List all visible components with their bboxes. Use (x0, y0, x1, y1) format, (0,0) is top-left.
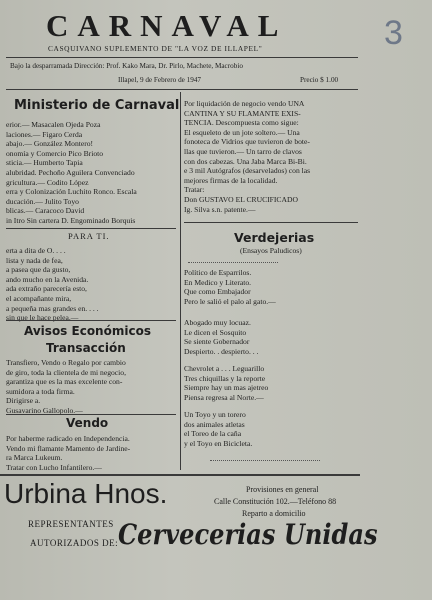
cervecerias-logo-text: Cervecerias Unidas (118, 518, 378, 551)
verse-line: Piensa regresa al Norte.— (184, 392, 264, 402)
ad-line: mejores firmas de la localidad. (184, 175, 278, 185)
verdejerias-heading: Verdejerias (234, 230, 315, 245)
ad-line: Don GUSTAVO EL CRUCIFICADO (184, 194, 298, 204)
ad-line: Por haberme radicado en Independencia. (6, 434, 130, 443)
verse-stanza-3 (184, 364, 360, 402)
poem-line: ada extraño parecería esto, (6, 284, 87, 294)
representantes-text: REPRESENTANTES (28, 519, 114, 529)
right-rule-1 (184, 222, 358, 223)
list-item: laciones.— Figaro Cerda (6, 129, 83, 139)
list-item: erior.— Masacalen Ojeda Poza (6, 120, 101, 129)
ad-line: Tratar: (184, 185, 205, 195)
footer-rule (0, 474, 360, 476)
para-ti-heading: PARA TI. (68, 231, 110, 241)
verse-line: y el Toyo en Bicicleta. (184, 438, 253, 448)
reparto-text: Reparto a domicilio (242, 509, 306, 518)
provisiones-text: Provisiones en general (246, 485, 319, 494)
dotted-rule (188, 262, 278, 263)
list-item: alubridad. Pechoño Aguilera Convenciado (6, 167, 135, 177)
ad-line: Tratar con Lucho Infantilero.— (6, 462, 102, 472)
ad-line: Ig. Silva s.n. patente.— (184, 204, 256, 214)
ad-line: Dirigirse a. (6, 396, 41, 406)
masthead-title: CARNAVAL (46, 8, 288, 43)
para-ti-poem (6, 246, 178, 323)
autorizados-text: AUTORIZADOS DE: (30, 538, 119, 548)
poem-line: sin que le hace pelea.— (6, 313, 79, 323)
vendo-heading: Vendo (66, 416, 109, 430)
avisos-heading: Avisos Económicos (24, 324, 151, 338)
verse-line: Despierto. . despierto. . . (184, 346, 259, 356)
issue-price: Precio $ 1.00 (300, 76, 339, 84)
poem-line: el acompañante mira, (6, 293, 72, 303)
verse-stanza-1 (184, 268, 360, 306)
direction-line: Bajo la desparramada Dirección: Prof. Kako Mara, Dr. Pirlo, Machete, Macrobio (10, 62, 243, 70)
list-item: erra y Colonización Luchito Ronco. Escala (6, 187, 137, 197)
verse-line: Tres chiquillas y la reporte (184, 373, 266, 383)
ad-line: con dos cabezas. Una Jaba Marca Bi-Bi. (184, 156, 307, 166)
ministerio-list (6, 120, 178, 226)
ad-line: TENCIA. Descompuesta como sigue: (184, 118, 299, 128)
list-item: ducación.— Julito Toyo (6, 196, 79, 206)
header-rule-bottom (6, 89, 358, 90)
ad-line: garantiza que es la mas excelente con- (6, 377, 123, 387)
header-rule-top (6, 57, 358, 58)
list-item: gricultura.— Codito López (6, 177, 89, 187)
ad-line: CANTINA Y SU FLAMANTE EXIS- (184, 108, 301, 118)
verse-line: el Toreo de la caña (184, 429, 242, 439)
verse-line: Pero le salió el palo al gato.— (184, 296, 276, 306)
ad-line: sumidora a toda firma. (6, 386, 75, 396)
dotted-rule (210, 460, 320, 461)
list-item: abajo.— González Montero! (6, 139, 94, 149)
ad-line: El esqueleto de un jote soltero.— Una (184, 127, 300, 137)
verse-line: Político de Esparrilos. (184, 268, 252, 277)
poem-line: erta a dita de O. . . . (6, 246, 66, 255)
ad-line: Por liquidación de negocio vendo UNA (184, 99, 305, 108)
left-rule-3 (6, 414, 176, 415)
margin-mark: 3 (384, 14, 403, 52)
verse-line: Un Toyo y un torero (184, 410, 246, 419)
poem-line: a pasea que da gusto, (6, 265, 71, 275)
transaccion-text (6, 358, 178, 416)
verse-stanza-4 (184, 410, 360, 448)
verse-line: Que como Embajador (184, 287, 251, 297)
verse-stanza-2 (184, 318, 360, 356)
ministerio-heading: Ministerio de Carnaval (14, 98, 180, 113)
ad-line: Gusavarino Gallopolo.— (6, 405, 83, 415)
transaccion-heading: Transacción (46, 341, 126, 355)
verse-line: Se siente Gobernador (184, 337, 250, 347)
ad-line: Vendo mi flamante Mamento de Jardine- (6, 443, 131, 453)
verse-line: En Medico y Literato. (184, 277, 252, 287)
left-rule-1 (6, 228, 176, 229)
masthead-subtitle: CASQUIVANO SUPLEMENTO DE "LA VOZ DE ILLAPEL" (48, 44, 263, 53)
poem-line: lista y nada de fea, (6, 255, 63, 265)
verse-line: Le dicen el Sosquito (184, 327, 247, 337)
verse-line: dos animales atletas (184, 419, 245, 429)
ad-line: ra Marca Lukeum. (6, 453, 63, 463)
list-item: onomía y Comercio Pico Brioto (6, 148, 104, 158)
column-divider (180, 92, 181, 470)
brand-name: Urbina Hnos. (4, 478, 168, 509)
list-item: sticia.— Humberto Tapia (6, 158, 83, 168)
issue-date: Illapel, 9 de Febrero de 1947 (118, 76, 202, 84)
list-item: in Itro Sin cartera D. Engominado Borquis (6, 215, 136, 225)
verse-line: Abogado muy locuaz. (184, 318, 251, 327)
address-text: Calle Constitución 102.—Teléfono 88 (214, 497, 337, 506)
list-item: blicas.— Caracoco David (6, 206, 85, 216)
cantina-ad (184, 99, 360, 214)
verse-line: Chevrolet a . . . Leguarillo (184, 364, 265, 373)
left-rule-2 (6, 320, 176, 321)
ad-line: de giro, toda la clientela de mi negocio, (6, 367, 126, 377)
verdejerias-subheading: (Ensayos Paludicos) (240, 246, 302, 255)
poem-line: a pequeña mas grandes en. . . . (6, 303, 99, 313)
poem-line: ando mucho en la Avenida. (6, 274, 89, 284)
ad-line: e 3 mil Autógrafos (desarvelados) con las (184, 166, 311, 176)
ad-line: llas que tuvieron.— Un tarro de clavos (184, 146, 302, 156)
ad-line: fonoteca de Vidrios que tuvieron de bote- (184, 137, 310, 147)
vendo-text (6, 434, 178, 472)
ad-line: Transfiero, Vendo o Regalo por cambio (6, 358, 126, 367)
verse-line: Siempre hay un mas ajetreo (184, 383, 269, 393)
